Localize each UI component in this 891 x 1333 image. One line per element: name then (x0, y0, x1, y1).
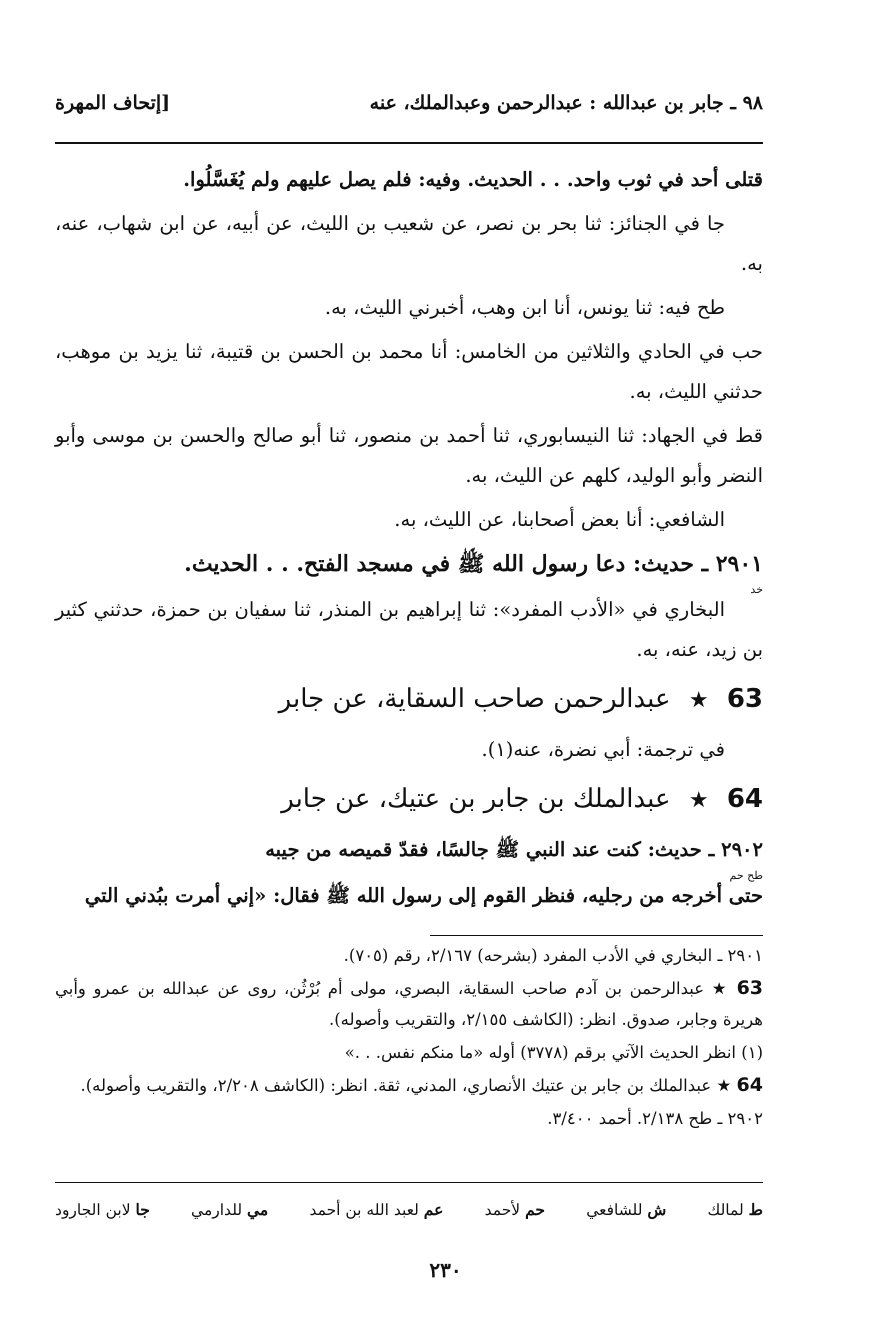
paragraph-ja: جا في الجنائز: ثنا بحر بن نصر، عن شعيب بن الليث، عن أبيه، عن ابن شهاب، عنه، به. (55, 212, 763, 275)
note-2901: ٢٩٠١ ـ البخاري في الأدب المفرد (بشرحه) ٢/١٦٧، رقم (٧٠٥). (343, 946, 763, 965)
narrator-64-heading (55, 774, 763, 826)
abbr-item: ش للشافعي (586, 1200, 667, 1219)
star-icon: ★ (688, 688, 709, 713)
narrator-63-title: عبدالرحمن صاحب السقاية، عن جابر (278, 684, 671, 714)
note-2902: ٢٩٠٢ ـ طح ٢/١٣٨. أحمد ٣/٤٠٠. (547, 1109, 763, 1128)
paragraph-hb: حب في الحادي والثلاثين من الخامس: أنا محمد بن الحسن بن قتيبة، ثنا يزيد بن موهب، حدثني الليث، به. (55, 340, 763, 403)
abbreviations-key (55, 1200, 763, 1219)
note-64-number: 64 (736, 1074, 763, 1096)
main-text (55, 160, 763, 920)
header-rule (55, 142, 763, 144)
header-chapter-title: ٩٨ ـ جابر بن عبدالله : عبدالرحمن وعبدالملك، عنه (369, 92, 763, 114)
note-63-number: 63 (736, 977, 764, 999)
narrator-63-number: 63 (726, 684, 763, 714)
hadith-2902-heading: ٢٩٠٢ ـ حديث: كنت عند النبي ﷺ جالسًا، فقدّ قميصه من جيبه (265, 838, 763, 861)
note-64 (55, 1070, 763, 1101)
abbr-item: مي للدارمي (191, 1200, 269, 1219)
narrator-63-heading (55, 674, 763, 726)
abbr-item: عم لعبد الله بن أحمد (309, 1200, 444, 1219)
paragraph-qt: قط في الجهاد: ثنا النيسابوري، ثنا أحمد بن منصور، ثنا أبو صالح والحسن بن موسى وأبو النضر وأبو الوليد، كلهم عن الليث، به. (55, 424, 763, 487)
paragraph-tah: طح فيه: ثنا يونس، أنا ابن وهب، أخبرني الليث، به. (324, 296, 725, 319)
paragraph-bukhari: البخاري في «الأدب المفرد»: ثنا إبراهيم بن المنذر، ثنا سفيان بن حمزة، حدثني كثير بن زيد، عنه، به. (55, 598, 763, 661)
note-63 (55, 973, 763, 1035)
header-book-title: [إتحاف المهرة (55, 92, 171, 114)
paragraph-hadith-end: قتلى أحد في ثوب واحد. . . الحديث. وفيه: فلم يصل عليهم ولم يُغَسَّلُوا. (183, 168, 763, 191)
abbr-item: ط لمالك (707, 1200, 763, 1219)
narrator-64-title: عبدالملك بن جابر بن عتيك، عن جابر (281, 784, 671, 814)
star-icon: ★ (688, 788, 709, 813)
sigla-2901: خد (750, 583, 763, 596)
footnote-rule (430, 935, 763, 936)
hadith-2902-continuation: حتى أخرجه من رجليه، فنظر القوم إلى رسول الله ﷺ فقال: «إني أمرت ببُدني التي (84, 884, 763, 907)
abbreviations-rule (55, 1182, 763, 1183)
abbr-item: حم لأحمد (484, 1200, 545, 1219)
page-number: ٢٣٠ (429, 1258, 462, 1282)
note-64-text: عبدالملك بن جابر بن عتيك الأنصاري، المدني، ثقة. انظر: (الكاشف ٢/٢٠٨، والتقريب وأصوله). (80, 1076, 712, 1095)
paragraph-shafii: الشافعي: أنا بعض أصحابنا، عن الليث، به. (394, 508, 725, 531)
star-icon: ★ (711, 979, 729, 998)
sigla-2902: طح حم (729, 869, 763, 882)
narrator-64-number: 64 (726, 784, 763, 814)
paragraph-tarjama: في ترجمة: أبي نضرة، عنه(١). (481, 738, 725, 761)
star-icon: ★ (716, 1076, 732, 1095)
footnotes (55, 940, 763, 1136)
hadith-2901-heading: ٢٩٠١ ـ حديث: دعا رسول الله ﷺ في مسجد الفتح. . . الحديث. (184, 551, 763, 577)
note-1: (١) انظر الحديث الآتي برقم (٣٧٧٨) أوله «ما منكم نفس. . .» (344, 1043, 763, 1062)
abbr-item: جا لابن الجارود (55, 1200, 150, 1219)
running-header (55, 92, 763, 114)
note-63-text: عبدالرحمن بن آدم صاحب السقاية، البصري، مولى أم بُرْثُن، روى عن عبدالله بن عمرو وأبي هريرة وجابر، صدوق. انظر: (الكاشف ٢/١٥٥، والتقريب وأصوله). (55, 979, 763, 1029)
